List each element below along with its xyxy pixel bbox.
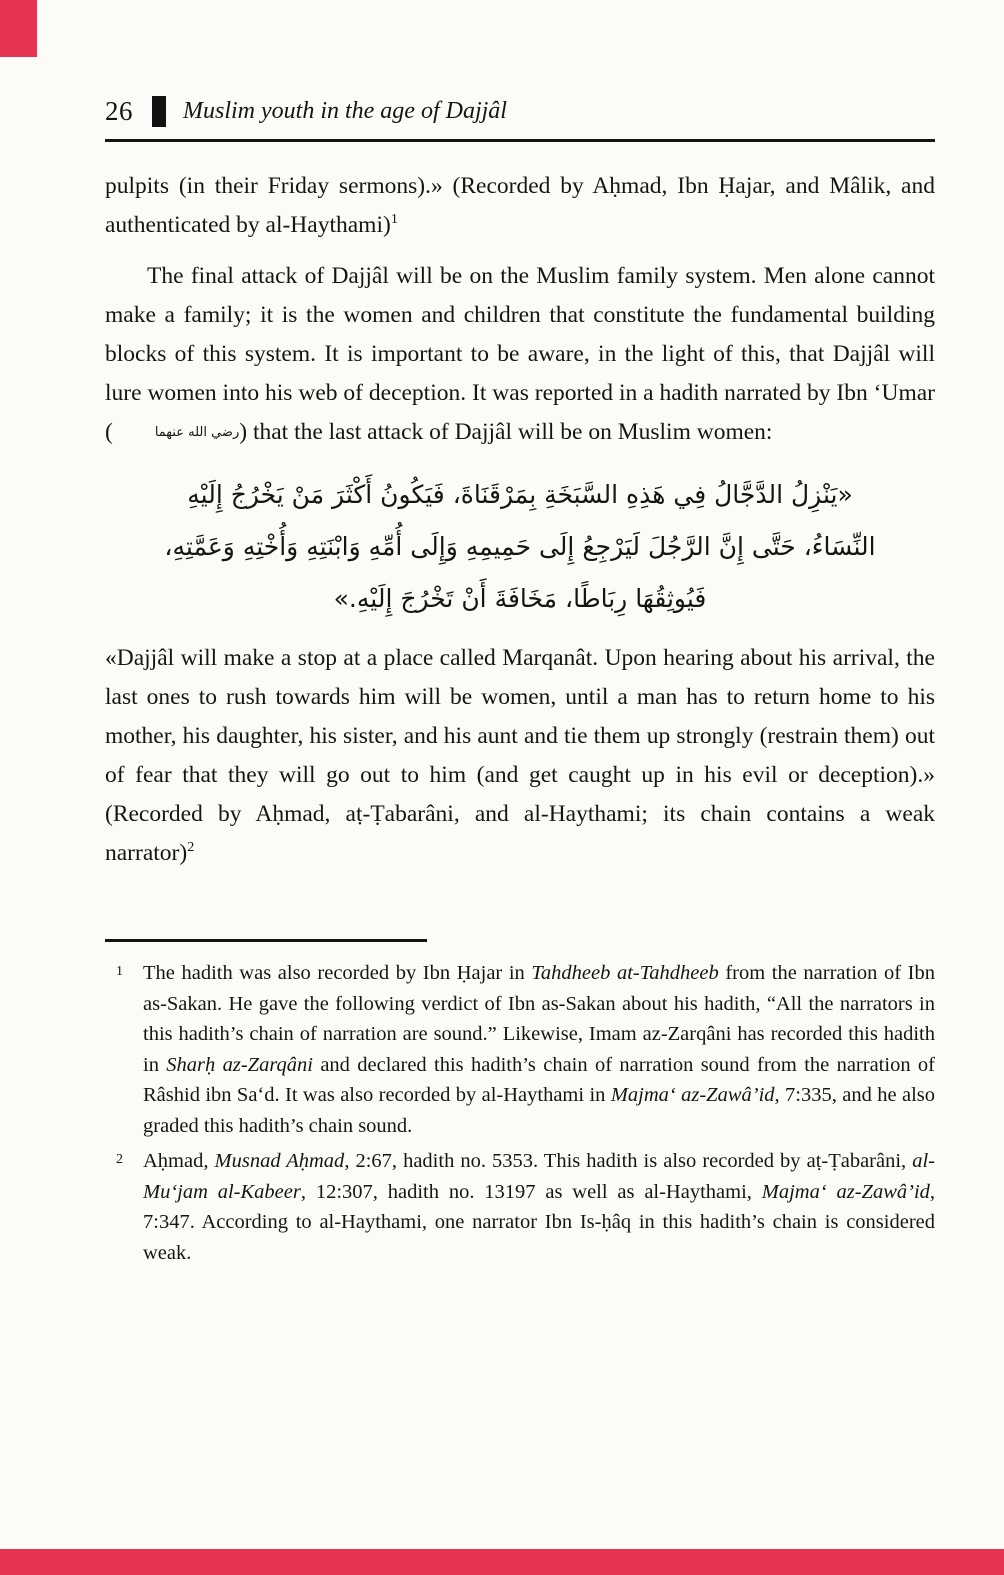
footnote-book-title: Sharḥ az-Zarqâni (166, 1053, 313, 1076)
arabic-line: «يَنْزِلُ الدَّجَّالُ فِي هَذِهِ السَّبَخَةِ بِمَرْقَنَاةَ، فَيَكُونُ أَكْثَرَ مَنْ يَخْرُجُ إِلَيْهِ (187, 480, 853, 509)
paragraph-hadith-source (105, 167, 935, 245)
paragraph-text: The final attack of Dajjâl will be on the Muslim family system. Men alone cannot make a family; it is the women and children that constitute the fundamental building blocks of this system. It is important to be aware, in the light of this, that Dajjâl will lure women into his web of deception. It was reported in a hadith narrated by Ibn ‘Umar ( (105, 263, 935, 445)
footnote-marker-1: 1 (116, 964, 123, 979)
cover-edge-bottom (0, 1549, 1004, 1575)
footnote-text: and declared this hadith’s chain of narration sound from the narration of Râshid ibn Sa‘d. It was also recorded by al-Haythami in (143, 1053, 935, 1106)
footnote-text: , 12:307, hadith no. 13197 as well as al-Haythami, (300, 1180, 762, 1203)
footnote-text: Aḥmad, (143, 1150, 215, 1172)
header-bar-ornament (152, 96, 166, 127)
page-header (105, 96, 935, 127)
footnote-text: , 2:67, hadith no. 5353. This hadith is also recorded by aṭ-Ṭabarâni, (344, 1150, 913, 1172)
paragraph-hadith-translation (105, 639, 935, 873)
footnote-text: , 7:335, and he also graded this hadith’s chain sound. (143, 1084, 936, 1137)
footnote-reference-1: 1 (390, 211, 398, 228)
paragraph-final-attack (105, 257, 935, 455)
arabic-hadith-block (111, 469, 929, 625)
footnotes-section (105, 939, 935, 1268)
header-rule (105, 139, 935, 142)
paragraph-text: pulpits (in their Friday sermons).» (Recorded by Aḥmad, Ibn Ḥajar, and Mâlik, and authenticated by al-Haythami) (105, 173, 935, 238)
footnote-text: , 7:347. According to al-Haythami, one narrator Ibn Is-ḥâq in this hadith’s chain is considered weak. (143, 1180, 936, 1264)
paragraph-text: «Dajjâl will make a stop at a place called Marqanât. Upon hearing about his arrival, the last ones to rush towards him will be women, until a man has to return home to his mother, his daughter, his sister, and his aunt and tie them up strongly (restrain them) out of fear that they will go out to him (and get caught up in his evil or deception).» (Recorded by Aḥmad, aṭ-Ṭabarâni, and al-Haythami; its chain contains a weak narrator) (105, 645, 935, 866)
page-content (105, 96, 935, 1273)
running-head-title: Muslim youth in the age of Dajjâl (183, 98, 507, 124)
footnote-book-title: al-Mu‘jam al-Kabeer (143, 1150, 935, 1203)
arabic-line: النِّسَاءُ، حَتَّى إِنَّ الرَّجُلَ لَيَرْجِعُ إِلَى حَمِيمِهِ وَإِلَى أُمِّهِ وَابْنَتِهِ وَأُخْتِهِ وَعَمَّتِهِ، (164, 532, 876, 561)
cover-edge-top-left (0, 0, 37, 57)
footnote-book-title: Musnad Aḥmad (214, 1150, 345, 1172)
footnote-2 (105, 1146, 935, 1268)
footnote-book-title: Tahdheeb at-Tahdheeb (531, 962, 719, 984)
footnote-book-title: Majma‘ az-Zawâ’id (761, 1180, 930, 1203)
footnote-marker-2: 2 (116, 1152, 123, 1167)
page-number: 26 (105, 96, 133, 126)
footnote-book-title: Majma‘ az-Zawâ’id (610, 1084, 775, 1106)
paragraph-text: ) that the last attack of Dajjâl will be on Muslim women: (239, 419, 773, 445)
footnote-reference-2: 2 (187, 839, 195, 856)
footnote-text: The hadith was also recorded by Ibn Ḥajar in (143, 962, 532, 984)
arabic-line: فَيُوثِقُهَا رِبَاطًا، مَخَافَةَ أَنْ تَخْرُجَ إِلَيْهِ.» (333, 584, 707, 613)
footnote-1 (105, 958, 935, 1141)
footnote-separator-rule (105, 939, 427, 942)
honorific-seal: رضي الله عنهما (154, 425, 240, 440)
footnote-text: from the narration of Ibn as-Sakan. He gave the following verdict of Ibn as-Sakan about his hadith, “All the narrators in this hadith’s chain of narration are sound.” Likewise, Imam az-Zarqâni has recorded this hadith in (143, 962, 935, 1076)
